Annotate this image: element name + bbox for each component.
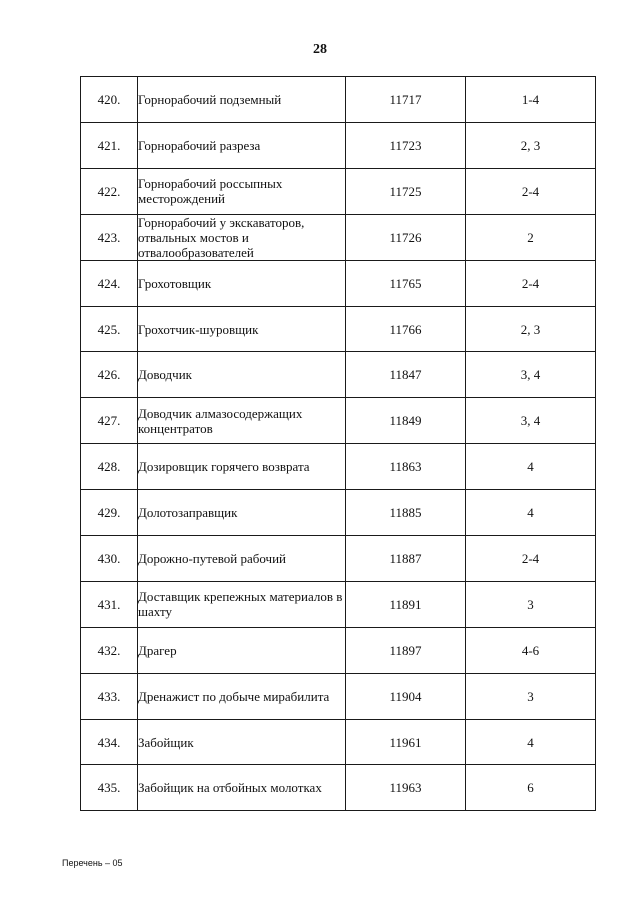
profession-name-cell: Забойщик	[138, 719, 346, 765]
profession-name-cell: Долотозаправщик	[138, 490, 346, 536]
profession-name-cell: Доводчик	[138, 352, 346, 398]
row-number-cell: 427.	[81, 398, 138, 444]
row-number-cell: 432.	[81, 627, 138, 673]
profession-code-cell: 11726	[346, 214, 466, 260]
profession-name-cell: Дорожно-путевой рабочий	[138, 536, 346, 582]
grade-range-cell: 3	[466, 581, 596, 627]
profession-name-cell: Забойщик на отбойных молотках	[138, 765, 346, 811]
table-row	[81, 765, 596, 811]
table-row	[81, 168, 596, 214]
row-number-cell: 420.	[81, 77, 138, 123]
grade-range-cell: 3, 4	[466, 398, 596, 444]
profession-code-cell: 11717	[346, 77, 466, 123]
table-row	[81, 490, 596, 536]
row-number-cell: 429.	[81, 490, 138, 536]
row-number-cell: 422.	[81, 168, 138, 214]
profession-name-cell: Доводчик алмазосодержащих концентратов	[138, 398, 346, 444]
row-number-cell: 431.	[81, 581, 138, 627]
profession-code-cell: 11961	[346, 719, 466, 765]
grade-range-cell: 3, 4	[466, 352, 596, 398]
grade-range-cell: 2-4	[466, 168, 596, 214]
profession-name-cell: Горнорабочий разреза	[138, 122, 346, 168]
row-number-cell: 430.	[81, 536, 138, 582]
profession-code-cell: 11963	[346, 765, 466, 811]
table-row	[81, 673, 596, 719]
grade-range-cell: 2	[466, 214, 596, 260]
table-row	[81, 122, 596, 168]
row-number-cell: 421.	[81, 122, 138, 168]
row-number-cell: 424.	[81, 260, 138, 306]
profession-code-cell: 11765	[346, 260, 466, 306]
professions-table-body	[81, 77, 596, 811]
grade-range-cell: 6	[466, 765, 596, 811]
document-footer: Перечень – 05	[62, 858, 123, 868]
profession-name-cell: Дозировщик горячего возврата	[138, 444, 346, 490]
profession-name-cell: Горнорабочий россыпных месторождений	[138, 168, 346, 214]
table-row	[81, 627, 596, 673]
profession-code-cell: 11891	[346, 581, 466, 627]
table-row	[81, 352, 596, 398]
profession-name-cell: Грохотовщик	[138, 260, 346, 306]
professions-table	[80, 76, 596, 811]
profession-code-cell: 11863	[346, 444, 466, 490]
table-row	[81, 77, 596, 123]
row-number-cell: 425.	[81, 306, 138, 352]
profession-name-cell: Доставщик крепежных материалов в шахту	[138, 581, 346, 627]
row-number-cell: 428.	[81, 444, 138, 490]
grade-range-cell: 2-4	[466, 260, 596, 306]
grade-range-cell: 3	[466, 673, 596, 719]
profession-code-cell: 11849	[346, 398, 466, 444]
grade-range-cell: 4-6	[466, 627, 596, 673]
row-number-cell: 426.	[81, 352, 138, 398]
profession-code-cell: 11847	[346, 352, 466, 398]
grade-range-cell: 2-4	[466, 536, 596, 582]
profession-code-cell: 11885	[346, 490, 466, 536]
grade-range-cell: 4	[466, 719, 596, 765]
table-row	[81, 444, 596, 490]
profession-code-cell: 11723	[346, 122, 466, 168]
row-number-cell: 435.	[81, 765, 138, 811]
grade-range-cell: 4	[466, 490, 596, 536]
table-row	[81, 398, 596, 444]
grade-range-cell: 1-4	[466, 77, 596, 123]
table-row	[81, 536, 596, 582]
table-row	[81, 581, 596, 627]
grade-range-cell: 2, 3	[466, 122, 596, 168]
profession-code-cell: 11897	[346, 627, 466, 673]
profession-name-cell: Драгер	[138, 627, 346, 673]
table-row	[81, 306, 596, 352]
profession-code-cell: 11766	[346, 306, 466, 352]
profession-code-cell: 11725	[346, 168, 466, 214]
profession-name-cell: Дренажист по добыче мирабилита	[138, 673, 346, 719]
page-number: 28	[313, 42, 327, 57]
row-number-cell: 434.	[81, 719, 138, 765]
table-row	[81, 214, 596, 260]
profession-code-cell: 11887	[346, 536, 466, 582]
profession-name-cell: Горнорабочий у экскаваторов, отвальных мостов и отвалообразователей	[138, 214, 346, 260]
grade-range-cell: 2, 3	[466, 306, 596, 352]
table-row	[81, 260, 596, 306]
row-number-cell: 433.	[81, 673, 138, 719]
grade-range-cell: 4	[466, 444, 596, 490]
profession-name-cell: Грохотчик-шуровщик	[138, 306, 346, 352]
row-number-cell: 423.	[81, 214, 138, 260]
profession-code-cell: 11904	[346, 673, 466, 719]
table-row	[81, 719, 596, 765]
profession-name-cell: Горнорабочий подземный	[138, 77, 346, 123]
